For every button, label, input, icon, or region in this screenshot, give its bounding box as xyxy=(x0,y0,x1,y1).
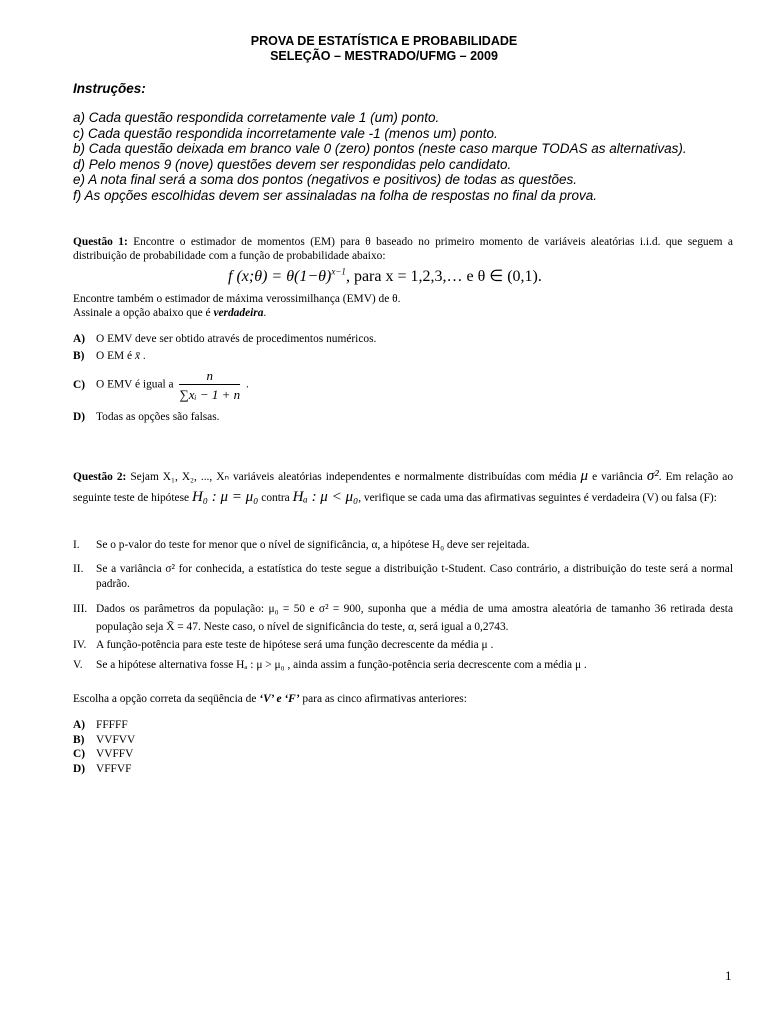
option-b[interactable]: B) VVFVV xyxy=(73,733,136,746)
instruction-item: e) A nota final será a soma dos pontos (negativos e positivos) de todas as questões. xyxy=(73,172,578,188)
option-a[interactable] xyxy=(73,332,376,347)
fraction-numerator: n xyxy=(206,368,214,383)
fraction-denominator: ∑xᵢ − 1 + n xyxy=(179,384,240,402)
instruction-item: b) Cada questão deixada em branco vale 0 (zero) pontos (neste caso marque TODAS as alternativas). xyxy=(73,141,687,157)
question-1-text: Encontre o estimador de momentos (EM) para θ baseado no primeiro momento de variáveis aleatórias i.i.d. que seguem a distribuição de probabilidade com a função de probabilidade abaixo: xyxy=(73,236,733,263)
question-1-line3: Assinale a opção abaixo que é verdadeira. xyxy=(73,307,267,320)
option-label: D) xyxy=(73,411,86,423)
exam-header xyxy=(0,34,768,64)
option-a[interactable]: A) FFFFF xyxy=(73,719,128,731)
instruction-item: c) Cada questão respondida incorretamente vale -1 (menos um) ponto. xyxy=(73,125,498,141)
option-label: C) xyxy=(73,378,86,391)
h0-expression: H₀ : μ = μ₀ xyxy=(191,489,259,505)
option-c[interactable]: C) O EMV é igual a $\frac{n}{\text{∑xᵢ − 1 + n}}$ . xyxy=(73,368,249,402)
statement-ii: II. Se a variância σ² for conhecida, a estatística do teste segue a distribuição t-Student. Caso contrário, a distribuição do teste será a normal padrão. xyxy=(73,563,733,590)
option-text: O EM é xyxy=(96,350,133,362)
question-1-body xyxy=(73,292,733,321)
instruction-item: a) Cada questão respondida corretamente vale 1 (um) ponto. xyxy=(73,110,440,125)
statement-iv: IV. A função-potência para este teste de hipótese será uma função decrescente da média μ . xyxy=(73,639,494,651)
formula-rhs: , para x = 1,2,3,… e θ ∈ (0,1). xyxy=(345,268,542,285)
x-bar-symbol: x̄ xyxy=(134,350,140,362)
instruction-item: d) Pelo menos 9 (nove) questões devem ser respondidas pelo candidato. xyxy=(73,156,512,172)
question-1-intro xyxy=(73,235,733,264)
question-1-line2: Encontre também o estimador de máxima verossimilhança (EMV) de θ. xyxy=(73,293,401,305)
question-2-choose: Escolha a opção correta da seqüência de ‘V’ e ‘F’ para as cinco afirmativas anteriores: xyxy=(73,693,467,705)
ha-expression: Hₐ : μ < μ₀ xyxy=(292,489,359,505)
question-2-options xyxy=(73,718,135,776)
question-2-intro: Questão 2: Sejam X₁, X₂, ..., Xₙ variáveis aleatórias independentes e normalmente distribuídas com média μ e variância σ². Em relação ao seguinte teste de hipótese H₀ : μ = μ₀ contra Hₐ : μ < μ₀, verifique se cada uma das afirmativas seguintes é verdadeira (V) ou falsa (F): xyxy=(73,468,734,505)
option-text: O EMV deve ser obtido através de procedimentos numéricos. xyxy=(96,333,377,345)
option-label: B) xyxy=(73,350,85,362)
question-1-label: Questão 1: xyxy=(73,236,128,248)
option-d[interactable]: D) VFFVF xyxy=(73,762,132,775)
question-2-statements xyxy=(73,538,733,673)
instructions-list xyxy=(73,110,687,204)
question-2-label: Questão 2: xyxy=(73,471,127,483)
option-text: O EMV é igual a xyxy=(96,378,174,391)
option-text: Todas as opções são falsas. xyxy=(96,411,220,423)
instructions-title: Instruções: xyxy=(73,81,146,96)
page-number: 1 xyxy=(725,968,732,983)
question-1-options xyxy=(73,332,376,425)
option-b[interactable]: B) O EM é x̄ . xyxy=(73,350,146,362)
formula-lhs: f (x;θ) = θ(1−θ) xyxy=(228,268,332,285)
option-label: A) xyxy=(73,333,86,345)
statement-iii: III. Dados os parâmetros da população: μ₀ = 50 e σ² = 900, suponha que a média de uma amostra aleatória de tamanho 36 retirada desta população seja X̄ = 47. Neste caso, o nível de significância do teste, α, será igual a 0,2743. xyxy=(73,603,733,633)
header-title: PROVA DE ESTATÍSTICA E PROBABILIDADE xyxy=(250,34,518,48)
formula-exponent: x−1 xyxy=(331,266,346,277)
emv-fraction xyxy=(179,368,240,402)
option-c[interactable]: C) VVFFV xyxy=(73,748,134,760)
statement-v: V. Se a hipótese alternativa fosse Hₐ : μ > μ₀ , ainda assim a função-potência seria decrescente com a média μ . xyxy=(73,659,587,671)
question-1-formula xyxy=(228,266,542,286)
statement-i: I. Se o p-valor do teste for menor que o nível de significância, α, a hipótese H₀ deve ser rejeitada. xyxy=(73,539,530,551)
option-d[interactable] xyxy=(73,410,376,425)
header-subtitle: SELEÇÃO – MESTRADO/UFMG – 2009 xyxy=(270,49,498,63)
instruction-item: f) As opções escolhidas devem ser assinaladas na folha de respostas no final da prova. xyxy=(73,187,598,203)
